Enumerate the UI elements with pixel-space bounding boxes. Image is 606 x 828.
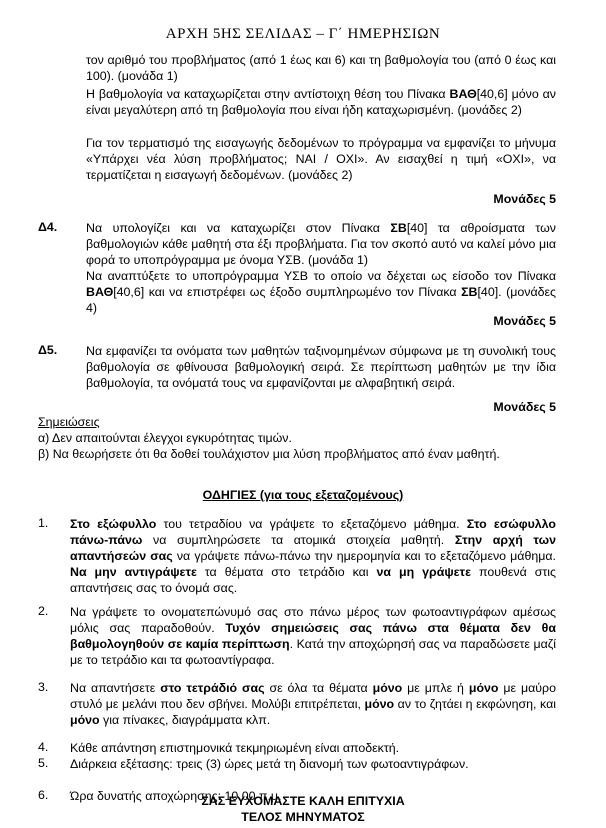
instruction-number: 4. — [38, 740, 49, 754]
monades-d4: Μονάδες 5 — [493, 314, 556, 328]
instruction-item — [70, 680, 556, 728]
instruction-text: για πίνακες, διαγράμματα κλπ. — [99, 713, 271, 727]
d4-p2-sb: ΣΒ — [461, 285, 478, 299]
d4-p2-c: [40]. (μονάδες 4) — [86, 285, 557, 315]
d5-paragraph: Να εμφανίζει τα ονόματα των μαθητών ταξινομημένων σύμφωνα με τη συνολική τους βαθμολογία σε φθίνουσα βαθμολογική σειρά. Σε περίπτωση μαθητών με την ίδια βαθμολογία, τα ονόματά τους να εμφανίζονται με αλφαβητική σειρά. — [86, 344, 556, 390]
monades-intro: Μονάδες 5 — [493, 192, 556, 206]
instruction-bold-text: Στο εσώφυλλο πάνω-πάνω — [70, 517, 556, 547]
intro-paragraph-1: τον αριθμό του προβλήματος (από 1 έως και 6) και τη βαθμολογία του (από 0 έως και 100). (μονάδα 1) — [86, 53, 556, 83]
instruction-number: 1. — [38, 516, 49, 530]
d4-p2-b: [40,6] και να επιστρέφει ως έξοδο συμπληρωμένο τον Πίνακα — [113, 285, 462, 299]
monades-d5: Μονάδες 5 — [493, 400, 556, 414]
instruction-item — [70, 740, 556, 756]
instruction-text: αν το ζητάει η εκφώνηση, και — [394, 697, 556, 711]
page-header: ΑΡΧΗ 5ΗΣ ΣΕΛΙΔΑΣ – Γ΄ ΗΜΕΡΗΣΙΩΝ — [165, 26, 441, 42]
d4-label: Δ4. — [38, 220, 58, 234]
closing-wish: ΣΑΣ ΕΥΧΟΜΑΣΤΕ ΚΑΛΗ ΕΠΙΤΥΧΙΑ — [201, 794, 405, 808]
instruction-text: με μπλε ή — [402, 681, 469, 695]
intro-2-text-a: Η βαθμολογία να καταχωρίζεται στην αντίστοιχη θέση του Πίνακα — [86, 87, 450, 101]
instruction-number: 5. — [38, 756, 49, 770]
instruction-bold-text: να μη γράψετε — [376, 565, 471, 579]
instruction-text: τα θέματα στο τετράδιο και — [196, 565, 377, 579]
notes-title: Σημειώσεις — [38, 415, 100, 429]
instruction-text: με μαύρο στυλό με μελάνι που δεν σβήνει. Μολύβι επιτρέπεται, — [70, 681, 556, 711]
instruction-text: Να απαντήσετε — [70, 681, 161, 695]
d5-label: Δ5. — [38, 343, 58, 357]
note-a: α) Δεν απαιτούνται έλεγχοι εγκυρότητας τιμών. — [38, 431, 292, 445]
instruction-bold-text: μόνο — [372, 681, 403, 695]
instruction-bold-text: στο τετράδιό σας — [160, 681, 265, 695]
instruction-bold-text: μόνο — [468, 681, 499, 695]
intro-paragraph-3: Για τον τερματισμό της εισαγωγής δεδομένων το πρόγραμμα να εμφανίζει το μήνυμα «Υπάρχει νέα λύση προβλήματος; ΝΑΙ / ΟΧΙ». Αν εισαχθεί η τιμή «ΟΧΙ», να τερματίζεται η εισαγωγή δεδομένων. (μονάδες 2) — [86, 136, 556, 182]
instruction-text: σε όλα τα θέματα — [264, 681, 373, 695]
instruction-bold-text: μόνο — [364, 697, 395, 711]
d4-p2-a: Να αναπτύξετε το υποπρόγραμμα ΥΣΒ το οποίο να δέχεται ως είσοδο τον Πίνακα — [86, 269, 556, 283]
instruction-text: να συμπληρώσετε τα ατομικά στοιχεία μαθητή. — [142, 533, 455, 547]
intro-2-bath: ΒΑΘ — [449, 87, 477, 101]
instruction-bold-text: Τυχόν σημειώσεις σας πάνω στα θέματα δεν θα βαθμολογηθούν σε καμία περίπτωση — [70, 621, 556, 651]
instruction-text: του τετραδίου να γράψετε το εξεταζόμενο μάθημα. — [156, 517, 467, 531]
instruction-item — [70, 756, 556, 772]
note-b: β) Να θεωρήσετε ότι θα δοθεί τουλάχιστον μια λύση προβλήματος από έναν μαθητή. — [38, 447, 500, 461]
instruction-number: 6. — [38, 788, 49, 802]
instructions-title: ΟΔΗΓΙΕΣ (για τους εξεταζομένους) — [202, 488, 404, 502]
d4-p1-b: [40] τα αθροίσματα των βαθμολογιών κάθε μαθητή στα έξι προβλήματα. Για τον σκοπό αυτό να καλεί μόνο μια φορά το υποπρόγραμμα με όνομα ΥΣΒ. (μονάδα 1) — [86, 221, 556, 267]
intro-paragraph-2 — [86, 86, 556, 118]
instruction-text: Κάθε απάντηση επιστημονικά τεκμηριωμένη είναι αποδεκτή. — [70, 741, 400, 755]
instruction-text: Να γράψετε το ονοματεπώνυμό σας στο πάνω μέρος των φωτοαντιγράφων αμέσως μόλις σας παραδοθούν. — [70, 605, 556, 635]
intro-2-text-b: [40,6] μόνο αν είναι μεγαλύτερη από τη βαθμολογία που είναι ήδη καταχωρισμένη. (μονάδες 2) — [86, 87, 556, 117]
instruction-bold-text: Να μην αντιγράψετε — [70, 565, 197, 579]
instruction-text: πουθενά στις απαντήσεις σας το όνομά σας. — [70, 565, 557, 595]
d4-paragraph-1 — [86, 220, 556, 268]
instruction-text: να γράψετε πάνω-πάνω την ημερομηνία και το εξεταζόμενο μάθημα. — [172, 549, 556, 563]
d4-p2-bath: ΒΑΘ — [86, 285, 114, 299]
instruction-text: . Κατά την αποχώρησή σας να παραδώσετε μαζί με το τετράδιο και τα φωτοαντίγραφα. — [70, 637, 557, 667]
instruction-bold-text: Στην αρχή των απαντήσεών σας — [70, 533, 556, 563]
instruction-text: Διάρκεια εξέτασης: τρεις (3) ώρες μετά τη διανομή των φωτοαντιγράφων. — [70, 757, 469, 771]
d4-p1-a: Να υπολογίζει και να καταχωρίζει στον Πίνακα — [86, 221, 391, 235]
instruction-number: 3. — [38, 680, 49, 694]
closing-end: ΤΕΛΟΣ ΜΗΝΥΜΑΤΟΣ — [241, 810, 365, 824]
instruction-bold-text: Στο εξώφυλλο — [70, 517, 157, 531]
instruction-bold-text: μόνο — [70, 713, 100, 727]
d4-paragraph-2 — [86, 268, 556, 316]
instruction-item — [70, 516, 556, 596]
instruction-text: Ώρα δυνατής αποχώρησης: 10.00 π.μ. — [70, 789, 282, 803]
d4-p1-sb: ΣΒ — [390, 221, 407, 235]
instruction-item — [70, 604, 556, 668]
instruction-number: 2. — [38, 604, 49, 618]
